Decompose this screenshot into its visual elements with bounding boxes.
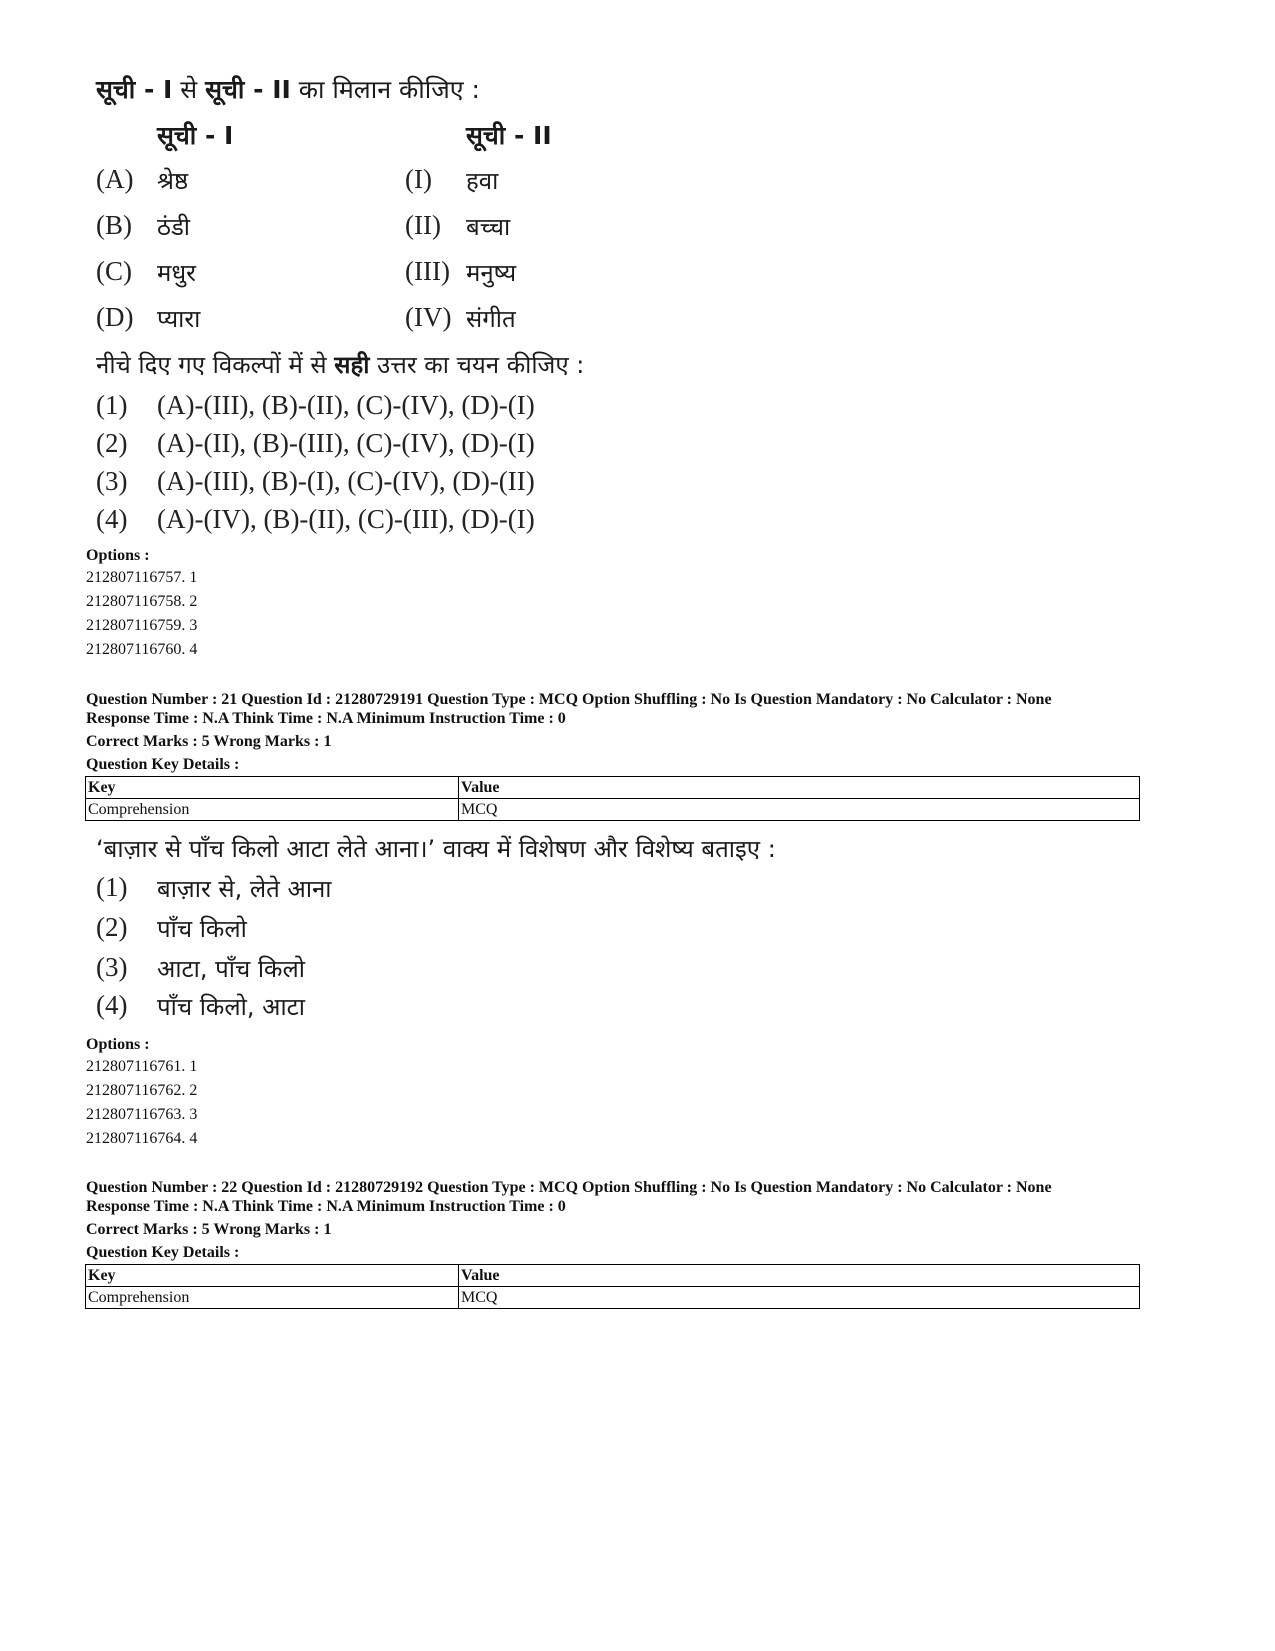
question-text: ‘बाज़ार से पाँच किलो आटा लेते आना।’ वाक्य में विशेषण और विशेष्य बताइए : bbox=[96, 835, 776, 863]
table-row bbox=[86, 1287, 1140, 1309]
select-instruction-c: उत्तर का चयन कीजिए : bbox=[377, 351, 585, 379]
select-instruction-a: नीचे दिए गए विकल्पों में से bbox=[96, 351, 327, 379]
select-instruction bbox=[96, 348, 584, 381]
table-header-row bbox=[86, 1265, 1140, 1287]
table-cell-value: MCQ bbox=[459, 799, 1140, 821]
question-meta-line-2: Response Time : N.A Think Time : N.A Minimum Instruction Time : 0 bbox=[86, 710, 566, 727]
row-label-i: (I) bbox=[405, 164, 432, 194]
question-meta-line-2: Response Time : N.A Think Time : N.A Minimum Instruction Time : 0 bbox=[86, 1198, 566, 1215]
row-term-b: ठंडी bbox=[157, 213, 190, 241]
question-meta-line-1: Question Number : 21 Question Id : 21280729191 Question Type : MCQ Option Shuffling : No Is Question Mandatory : No Calculator : None bbox=[86, 691, 1052, 708]
row-label-ii: (II) bbox=[405, 210, 441, 240]
list-2-title: सूची - II bbox=[466, 121, 552, 150]
choice-text: (A)-(IV), (B)-(II), (C)-(III), (D)-(I) bbox=[157, 504, 535, 534]
row-term-iii: मनुष्य bbox=[466, 259, 517, 287]
choice-text: आटा, पाँच किलो bbox=[157, 955, 305, 983]
table-cell-value: MCQ bbox=[459, 1287, 1140, 1309]
option-item: 212807116757. 1 bbox=[86, 569, 198, 586]
choice-text: (A)-(III), (B)-(II), (C)-(IV), (D)-(I) bbox=[157, 390, 535, 420]
option-item: 212807116760. 4 bbox=[86, 641, 198, 658]
row-label-a: (A) bbox=[96, 164, 134, 194]
row-label-d: (D) bbox=[96, 302, 134, 332]
row-label-c: (C) bbox=[96, 256, 132, 286]
row-label-iv: (IV) bbox=[405, 302, 452, 332]
row-term-d: प्यारा bbox=[157, 305, 201, 333]
choice-number: (3) bbox=[96, 466, 128, 496]
key-details-label: Question Key Details : bbox=[86, 756, 240, 773]
choice-number: (1) bbox=[96, 872, 128, 902]
choice-text: पाँच किलो bbox=[157, 915, 247, 943]
row-label-b: (B) bbox=[96, 210, 132, 240]
choice-number: (4) bbox=[96, 990, 128, 1020]
option-item: 212807116762. 2 bbox=[86, 1082, 198, 1099]
list-2-ref: सूची - II bbox=[205, 75, 291, 104]
choice-number: (1) bbox=[96, 390, 128, 420]
choice-text: पाँच किलो, आटा bbox=[157, 993, 305, 1021]
match-instruction-heading bbox=[96, 72, 480, 106]
marks-line: Correct Marks : 5 Wrong Marks : 1 bbox=[86, 1221, 332, 1238]
choice-text: (A)-(III), (B)-(I), (C)-(IV), (D)-(II) bbox=[157, 466, 535, 496]
table-cell-key: Comprehension bbox=[86, 799, 459, 821]
key-value-table bbox=[85, 1264, 1140, 1309]
choice-number: (2) bbox=[96, 428, 128, 458]
choice-number: (2) bbox=[96, 912, 128, 942]
row-label-iii: (III) bbox=[405, 256, 450, 286]
list-1-ref: सूची - I bbox=[96, 75, 173, 104]
row-term-i: हवा bbox=[466, 167, 499, 195]
table-header-row bbox=[86, 777, 1140, 799]
options-label: Options : bbox=[86, 1036, 150, 1053]
choice-text: (A)-(II), (B)-(III), (C)-(IV), (D)-(I) bbox=[157, 428, 535, 458]
heading-connector: से bbox=[180, 75, 198, 104]
choice-number: (4) bbox=[96, 504, 128, 534]
options-label: Options : bbox=[86, 547, 150, 564]
table-cell-key: Comprehension bbox=[86, 1287, 459, 1309]
key-details-label: Question Key Details : bbox=[86, 1244, 240, 1261]
table-header-key: Key bbox=[86, 1265, 459, 1287]
heading-tail: का मिलान कीजिए : bbox=[298, 75, 480, 104]
choice-number: (3) bbox=[96, 952, 128, 982]
key-value-table bbox=[85, 776, 1140, 821]
row-term-iv: संगीत bbox=[466, 305, 516, 333]
row-term-a: श्रेष्ठ bbox=[157, 167, 189, 195]
question-meta-line-1: Question Number : 22 Question Id : 21280729192 Question Type : MCQ Option Shuffling : No Is Question Mandatory : No Calculator : None bbox=[86, 1179, 1052, 1196]
table-header-value: Value bbox=[459, 1265, 1140, 1287]
row-term-ii: बच्चा bbox=[466, 213, 511, 241]
option-item: 212807116758. 2 bbox=[86, 593, 198, 610]
option-item: 212807116759. 3 bbox=[86, 617, 198, 634]
option-item: 212807116763. 3 bbox=[86, 1106, 198, 1123]
option-item: 212807116761. 1 bbox=[86, 1058, 198, 1075]
choice-text: बाज़ार से, लेते आना bbox=[157, 875, 332, 903]
select-instruction-bold: सही bbox=[334, 351, 370, 379]
table-row bbox=[86, 799, 1140, 821]
table-header-value: Value bbox=[459, 777, 1140, 799]
list-1-title: सूची - I bbox=[157, 121, 234, 150]
options-list bbox=[86, 566, 197, 662]
option-item: 212807116764. 4 bbox=[86, 1130, 198, 1147]
row-term-c: मधुर bbox=[157, 259, 196, 287]
options-list bbox=[86, 1055, 197, 1151]
marks-line: Correct Marks : 5 Wrong Marks : 1 bbox=[86, 733, 332, 750]
table-header-key: Key bbox=[86, 777, 459, 799]
